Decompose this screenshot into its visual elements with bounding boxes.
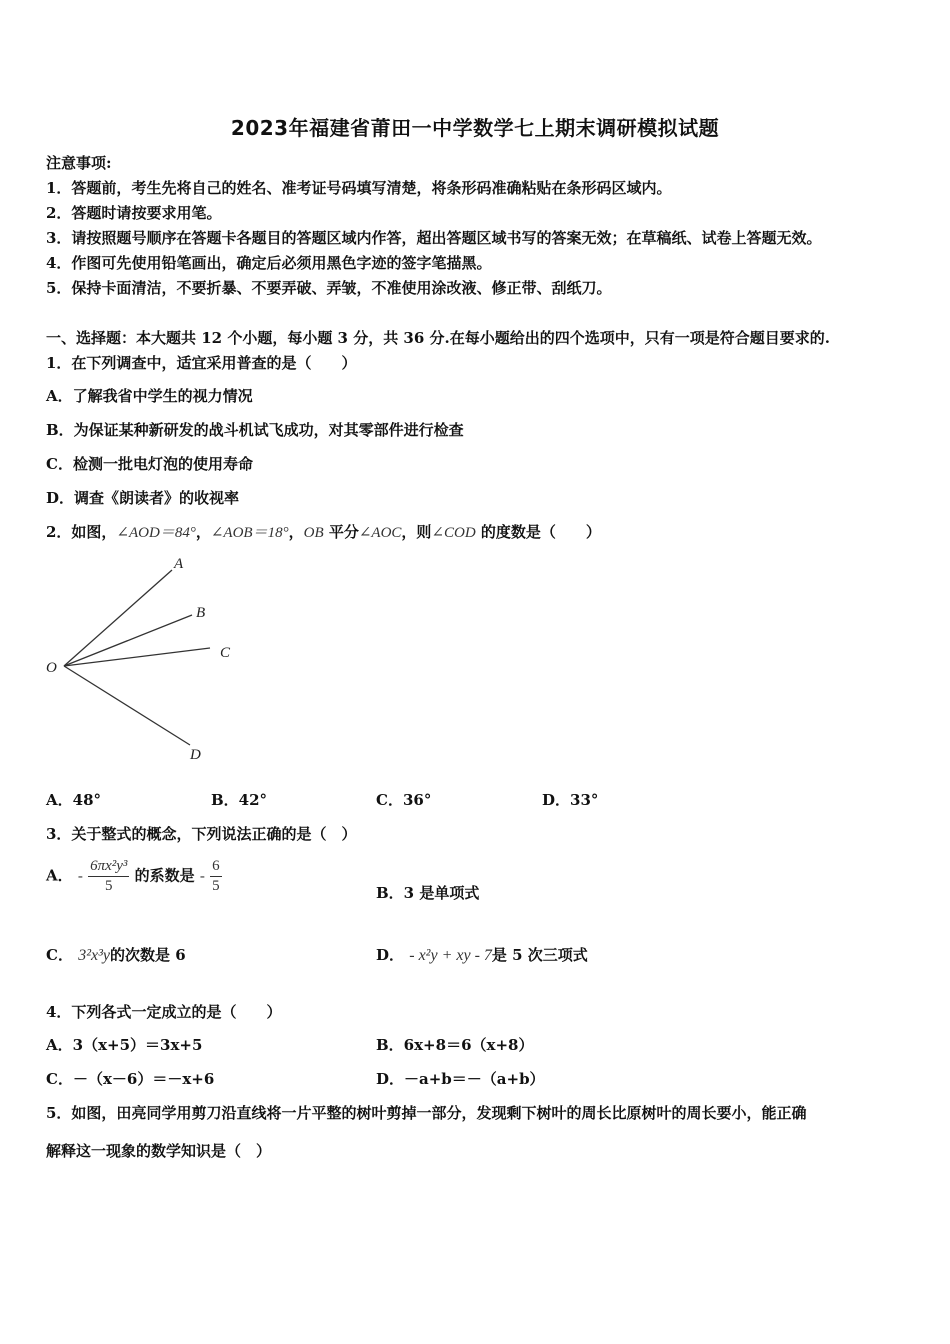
notes-heading: 注意事项: [46,154,112,172]
q1-option-c: C．检测一批电灯泡的使用寿命 [46,455,253,473]
q2-math-cod: ∠COD [431,525,476,541]
page-title: 2023年福建省莆田一中学数学七上期末调研模拟试题 [230,116,720,140]
q4-option-b: B．6x+8＝6（x+8） [376,1036,534,1054]
q2-sep: ， [288,523,304,541]
note-item: 1．答题前，考生先将自己的姓名、准考证号码填写清楚，将条形码准确粘贴在条形码区域内。 [46,179,672,197]
q2-option-d: D．33° [542,791,599,809]
q3-c-expr: 3²x³y [78,947,110,964]
q1-option-a: A．了解我省中学生的视力情况 [46,387,253,405]
q4-option-c: C．－（x－6）＝－x+6 [46,1070,215,1088]
q2-math-aoc: ∠AOC [358,525,402,541]
q3-d-expr: - x²y + xy - 7 [409,947,492,964]
q3-option-b: B．3 是单项式 [376,884,480,902]
q3-stem: 3．关于整式的概念，下列说法正确的是（ ） [46,825,357,843]
q3-c-label: C． [46,946,73,964]
note-item: 5．保持卡面清洁，不要折暴、不要弄破、弄皱，不准使用涂改液、修正带、刮纸刀。 [46,279,612,297]
q3-a-numerator: 6πx²y³ [88,858,129,877]
section-heading: 一、选择题：本大题共 12 个小题，每小题 3 分，共 36 分.在每小题给出的四个选项中，只有一项是符合题目要求的. [46,329,830,347]
q3-option-c [46,944,186,965]
q2-text: 平分 [323,523,359,541]
q1-stem: 1．在下列调查中，适宜采用普查的是（ ） [46,354,357,372]
note-item: 2．答题时请按要求用笔。 [46,204,222,222]
q3-a-text: 的系数是 [134,866,195,885]
q3-d-text: 是 5 次三项式 [491,946,588,964]
q2-option-a: A．48° [46,791,102,809]
q3-a-fraction [88,858,129,895]
q2-text: ，则 [401,523,432,541]
q2-sep: ， [195,523,211,541]
q4-option-a: A．3（x+5）＝3x+5 [46,1036,203,1054]
q5-stem-line1: 5．如图，田亮同学用剪刀沿直线将一片平整的树叶剪掉一部分，发现剩下树叶的周长比原树叶的周长要小，能正确 [46,1104,807,1122]
q2-stem [46,521,601,542]
label-b: B [196,605,206,621]
q3-a-denominator: 5 [105,878,113,894]
ray-oa [64,570,172,666]
label-c: C [220,645,231,661]
q3-a-minus: - [77,868,83,885]
angle-figure [40,548,240,768]
q4-stem: 4．下列各式一定成立的是（ ） [46,1003,282,1021]
q3-c-text: 的次数是 6 [109,946,186,964]
label-o: O [46,660,57,676]
q1-option-d: D．调查《朗读者》的收视率 [46,489,240,507]
q5-stem-line2: 解释这一现象的数学知识是（ ） [46,1142,272,1160]
note-item: 4．作图可先使用铅笔画出，确定后必须用黑色字迹的签字笔描黑。 [46,254,492,272]
q4-option-d: D．－a+b＝－（a+b） [376,1070,545,1088]
q3-a-denominator2: 5 [212,878,220,894]
q2-stem-post: 的度数是（ ） [475,523,601,541]
label-d: D [190,747,201,763]
q2-option-c: C．36° [376,791,432,809]
q2-math-aod: ∠AOD＝84° [116,525,196,541]
q3-a-numerator2: 6 [210,858,222,877]
q2-math-aob: ∠AOB＝18° [210,525,289,541]
ray-od [64,666,190,745]
note-item: 3．请按照题号顺序在答题卡各题目的答题区域内作答，超出答题区域书写的答案无效；在草稿纸、试卷上答题无效。 [46,229,822,247]
q1-option-b: B．为保证某种新研发的战斗机试飞成功，对其零部件进行检查 [46,421,464,439]
q3-a-fraction2 [210,858,222,895]
q3-option-a [46,858,222,895]
q3-option-d [376,944,588,965]
q3-d-label: D． [376,946,405,964]
label-a: A [174,556,184,572]
q2-stem-pre: 2．如图， [46,523,117,541]
q2-math-ob: OB [303,525,324,541]
q3-a-minus2: - [199,868,205,885]
q2-option-b: B．42° [211,791,268,809]
q3-a-label: A． [46,866,73,885]
